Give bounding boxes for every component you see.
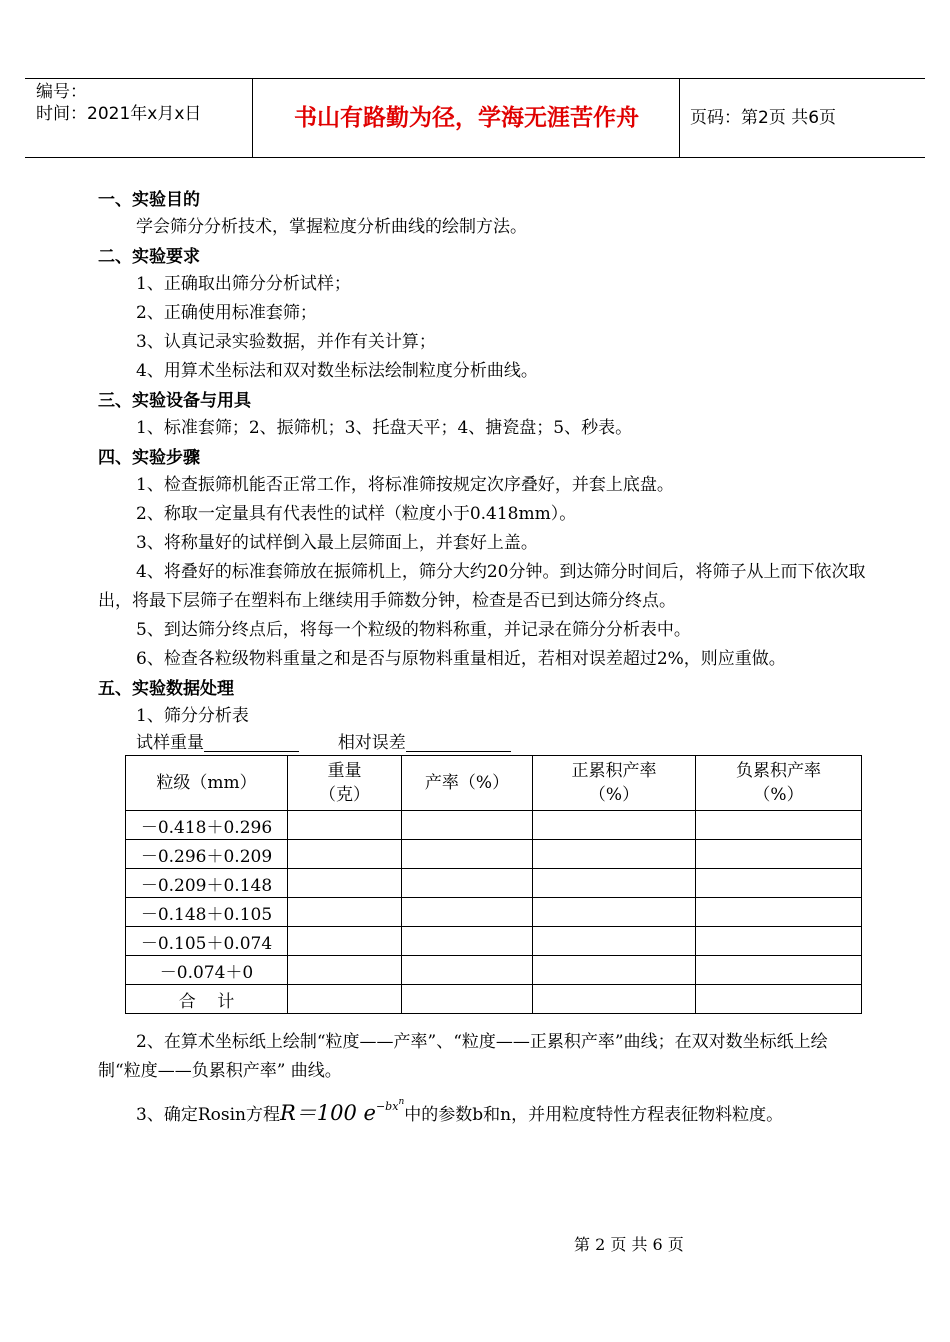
size-fraction-cell: －0.296＋0.209 [126, 840, 288, 869]
section-title-1: 一、实验目的 [98, 190, 200, 210]
header-motto: 书山有路勤为径，学海无涯苦作舟 [254, 79, 680, 157]
data-cell[interactable] [533, 898, 696, 927]
size-fraction-cell: －0.148＋0.105 [126, 898, 288, 927]
table-total-row [126, 985, 862, 1014]
data-cell[interactable] [402, 956, 533, 985]
table-header-cell: 负累积产率 （%） [696, 756, 862, 811]
data-cell[interactable] [288, 927, 402, 956]
relative-error-blank [406, 731, 511, 752]
data-cell[interactable] [402, 985, 533, 1014]
requirement-item: 1、正确取出筛分分析试样； [136, 274, 351, 294]
sample-fields [98, 731, 868, 755]
size-fraction-cell: －0.418＋0.296 [126, 811, 288, 840]
data-cell[interactable] [402, 869, 533, 898]
step-item: 1、检查振筛机能否正常工作，将标准筛按规定次序叠好，并套上底盘。 [136, 475, 674, 495]
data-cell[interactable] [533, 985, 696, 1014]
total-label-cell: 合 计 [126, 985, 288, 1014]
step-item: 2、称取一定量具有代表性的试样（粒度小于0.418mm）。 [136, 504, 577, 524]
data-cell[interactable] [533, 956, 696, 985]
sample-weight-label: 试样重量 [136, 733, 204, 753]
size-fraction-cell: －0.105＋0.074 [126, 927, 288, 956]
table-caption: 1、筛分分析表 [136, 706, 249, 726]
table-header-cell: 产率（%） [402, 756, 533, 811]
table-row [126, 811, 862, 840]
section-3-text: 1、标准套筛；2、振筛机；3、托盘天平；4、搪瓷盘；5、秒表。 [136, 418, 633, 438]
item3-prefix: 3、确定Rosin方程 [136, 1105, 280, 1125]
data-cell[interactable] [696, 869, 862, 898]
data-cell[interactable] [288, 985, 402, 1014]
data-cell[interactable] [696, 927, 862, 956]
requirement-item: 4、用算术坐标法和双对数坐标法绘制粒度分析曲线。 [136, 361, 538, 381]
data-cell[interactable] [696, 956, 862, 985]
header-page-info: 页码：第2页 共6页 [690, 108, 837, 128]
data-cell[interactable] [288, 811, 402, 840]
data-cell[interactable] [533, 869, 696, 898]
step-item: 5、到达筛分终点后，将每一个粒级的物料称重，并记录在筛分分析表中。 [136, 620, 691, 640]
data-cell[interactable] [533, 811, 696, 840]
table-row [126, 869, 862, 898]
data-cell[interactable] [402, 927, 533, 956]
section-title-3: 三、实验设备与用具 [98, 391, 251, 411]
table-header-row [126, 756, 862, 811]
rosin-exponent-n: n [398, 1097, 405, 1107]
step-item: 3、将称量好的试样倒入最上层筛面上，并套好上盖。 [136, 533, 538, 553]
processing-item-2: 2、在算术坐标纸上绘制“粒度——产率”、“粒度——正累积产率”曲线；在双对数坐标纸上绘制“粒度——负累积产率” 曲线。 [98, 1032, 828, 1081]
rosin-exponent: −bx [375, 1100, 399, 1113]
page-header [25, 78, 925, 158]
data-cell[interactable] [288, 898, 402, 927]
time-label: 时间：2021年x月x日 [36, 104, 202, 124]
requirement-item: 2、正确使用标准套筛； [136, 303, 317, 323]
size-fraction-cell: －0.209＋0.148 [126, 869, 288, 898]
table-row [126, 840, 862, 869]
number-label: 编号： [36, 82, 87, 102]
step-item: 4、将叠好的标准套筛放在振筛机上，筛分大约20分钟。到达筛分时间后，将筛子从上而下依次取出，将最下层筛子在塑料布上继续用手筛数分钟，检查是否已到达筛分终点。 [98, 562, 866, 611]
section-title-4: 四、实验步骤 [98, 448, 200, 468]
section-title-5: 五、实验数据处理 [98, 679, 234, 699]
size-fraction-cell: －0.074＋0 [126, 956, 288, 985]
relative-error-label: 相对误差 [337, 733, 406, 753]
data-cell[interactable] [288, 869, 402, 898]
data-cell[interactable] [402, 811, 533, 840]
data-cell[interactable] [696, 811, 862, 840]
data-cell[interactable] [533, 840, 696, 869]
item3-suffix: 中的参数b和n，并用粒度特性方程表征物料粒度。 [404, 1105, 784, 1125]
table-header-cell: 重量 （克） [288, 756, 402, 811]
data-cell[interactable] [533, 927, 696, 956]
table-row [126, 898, 862, 927]
data-cell[interactable] [288, 956, 402, 985]
table-header-cell: 粒级（mm） [126, 756, 288, 811]
section-title-2: 二、实验要求 [98, 247, 200, 267]
step-item: 6、检查各粒级物料重量之和是否与原物料重量相近，若相对误差超过2%，则应重做。 [136, 649, 786, 669]
document-body [98, 185, 868, 1125]
data-cell[interactable] [402, 840, 533, 869]
data-cell[interactable] [696, 985, 862, 1014]
header-meta [25, 79, 253, 157]
rosin-equation: R＝100 e [279, 1101, 376, 1125]
data-cell[interactable] [402, 898, 533, 927]
data-cell[interactable] [696, 898, 862, 927]
table-row [126, 956, 862, 985]
requirement-item: 3、认真记录实验数据，并作有关计算； [136, 332, 436, 352]
data-cell[interactable] [288, 840, 402, 869]
processing-item-3 [98, 1086, 868, 1125]
section-1-text: 学会筛分分析技术，掌握粒度分析曲线的绘制方法。 [136, 217, 527, 237]
table-header-cell: 正累积产率 （%） [533, 756, 696, 811]
data-cell[interactable] [696, 840, 862, 869]
sample-weight-blank [204, 731, 299, 752]
page-footer: 第 2 页 共 6 页 [574, 1235, 684, 1254]
sieve-analysis-table [125, 755, 862, 1014]
table-row [126, 927, 862, 956]
